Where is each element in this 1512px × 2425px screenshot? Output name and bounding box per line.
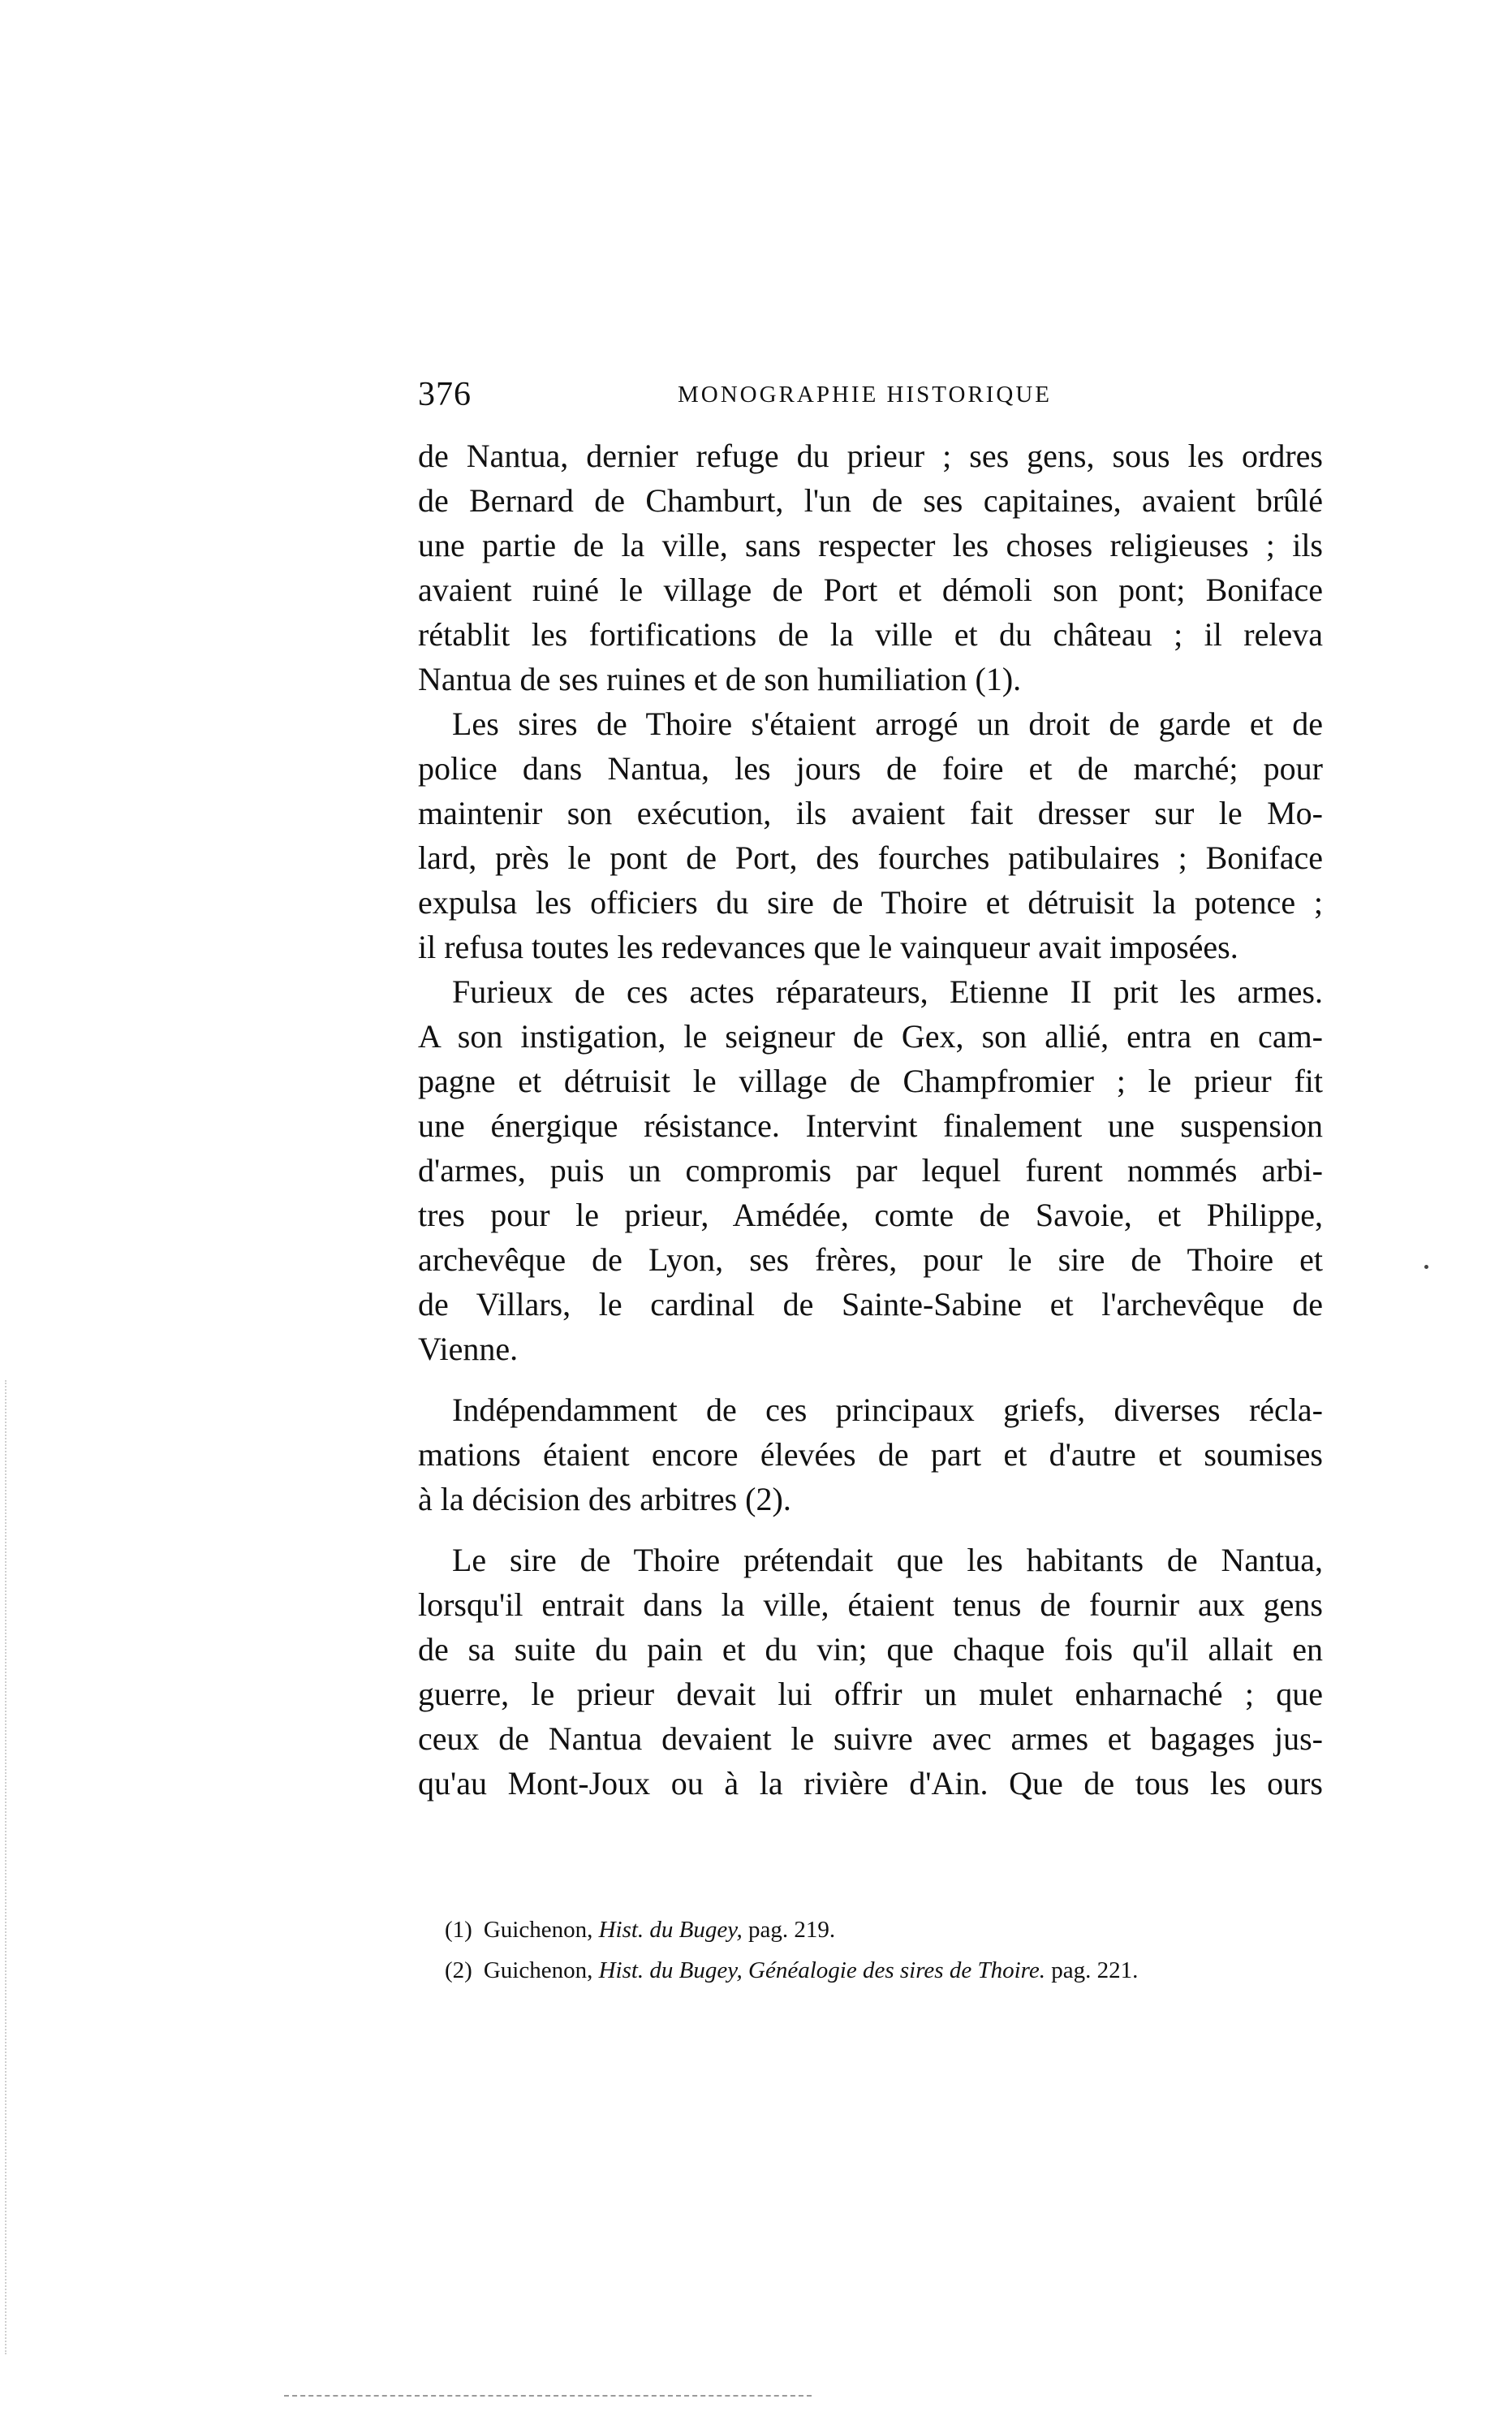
page-header	[418, 375, 1323, 424]
text-line: Indépendamment de ces principaux griefs, diverses récla-	[452, 1392, 1323, 1428]
text-line: archevêque de Lyon, ses frères, pour le sire de Thoire et	[418, 1241, 1323, 1278]
footnote-mark: (2)	[445, 1957, 472, 1983]
text-line: lard, près le pont de Port, des fourches patibulaires ; Boniface	[418, 839, 1323, 876]
text-line: Le sire de Thoire prétendait que les habitants de Nantua,	[452, 1542, 1323, 1578]
footnote-author: Guichenon,	[483, 1957, 593, 1983]
text-line: pagne et détruisit le village de Champfromier ; le prieur fit	[418, 1063, 1323, 1099]
text-line: maintenir son exécution, ils avaient fait dresser sur le Mo-	[418, 795, 1323, 831]
scan-bottom-rule	[284, 2395, 812, 2397]
footnote-source: Hist. du Bugey,	[598, 1917, 743, 1943]
text-line: avaient ruiné le village de Port et démoli son pont; Boniface	[418, 572, 1323, 608]
text-line: tres pour le prieur, Amédée, comte de Savoie, et Philippe,	[418, 1197, 1323, 1233]
text-line: Les sires de Thoire s'étaient arrogé un droit de garde et de	[452, 705, 1323, 742]
text-line: guerre, le prieur devait lui offrir un mulet enharnaché ; que	[418, 1676, 1323, 1712]
text-line: il refusa toutes les redevances que le vainqueur avait imposées.	[418, 929, 1238, 965]
text-line: qu'au Mont-Joux ou à la rivière d'Ain. Que de tous les ours	[418, 1765, 1323, 1801]
text-line: de Bernard de Chamburt, l'un de ses capitaines, avaient brûlé	[418, 482, 1323, 519]
text-line: une énergique résistance. Intervint finalement une suspension	[418, 1107, 1323, 1144]
text-line: à la décision des arbitres (2).	[418, 1481, 791, 1517]
text-line: police dans Nantua, les jours de foire et de marché; pour	[418, 750, 1323, 787]
scan-edge-artifact	[5, 1380, 8, 2354]
running-title: MONOGRAPHIE HISTORIQUE	[678, 382, 1052, 408]
text-line: de sa suite du pain et du vin; que chaque fois qu'il allait en	[418, 1631, 1323, 1668]
footnote-source: Hist. du Bugey, Généalogie des sires de Thoire.	[598, 1957, 1045, 1983]
text-line: d'armes, puis un compromis par lequel furent nommés arbi-	[418, 1152, 1323, 1189]
footnote-page: pag. 221.	[1051, 1957, 1139, 1983]
text-line: ceux de Nantua devaient le suivre avec armes et bagages jus-	[418, 1720, 1323, 1757]
text-line: Furieux de ces actes réparateurs, Etienne II prit les armes.	[452, 973, 1323, 1010]
text-line: de Nantua, dernier refuge du prieur ; ses gens, sous les ordres	[418, 438, 1323, 474]
text-line: mations étaient encore élevées de part et d'autre et soumises	[418, 1436, 1323, 1473]
scan-speck	[1424, 1265, 1428, 1269]
body-text	[418, 434, 1323, 1806]
text-line: A son instigation, le seigneur de Gex, son allié, entra en cam-	[418, 1018, 1323, 1055]
footnote-author: Guichenon,	[483, 1917, 593, 1943]
footnotes	[445, 1909, 1321, 1991]
text-line: de Villars, le cardinal de Sainte-Sabine et l'archevêque de	[418, 1286, 1323, 1323]
text-line: Nantua de ses ruines et de son humiliation (1).	[418, 661, 1022, 697]
footnote	[445, 1909, 1321, 1950]
text-line: Vienne.	[418, 1331, 519, 1367]
footnote-mark: (1)	[445, 1917, 472, 1943]
footnote-page: pag. 219.	[748, 1917, 836, 1943]
footnote	[445, 1950, 1321, 1991]
text-line: lorsqu'il entrait dans la ville, étaient tenus de fournir aux gens	[418, 1586, 1323, 1623]
text-line: expulsa les officiers du sire de Thoire et détruisit la potence ;	[418, 884, 1323, 921]
text-line: une partie de la ville, sans respecter les choses religieuses ; ils	[418, 527, 1323, 563]
page-number: 376	[418, 376, 472, 413]
text-line: rétablit les fortifications de la ville et du château ; il releva	[418, 616, 1323, 653]
